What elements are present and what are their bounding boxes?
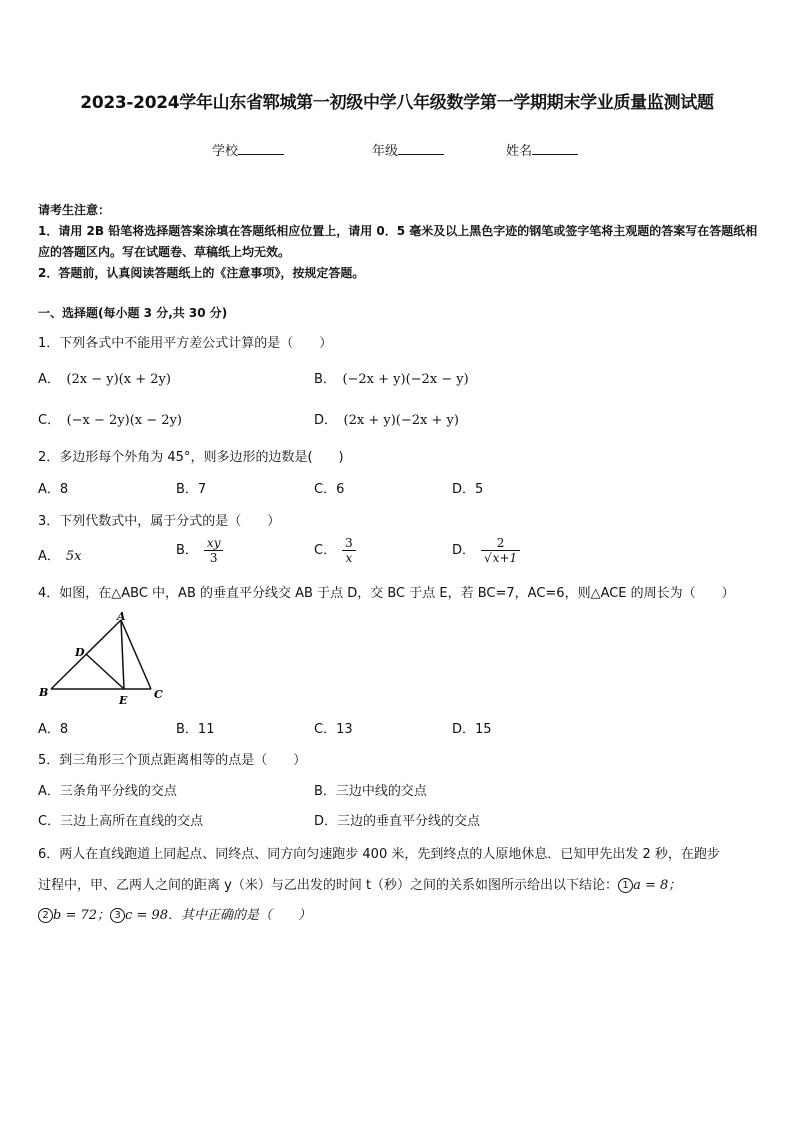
question-6-line-2: 过程中，甲、乙两人之间的距离 y（米）与乙出发的时间 t（秒）之间的关系如图所示给出以下结论： 1 a = 8； xyxy=(38,878,682,893)
circled-number-icon: 2 xyxy=(38,908,53,923)
q2-option-a[interactable]: A．8 xyxy=(38,482,69,497)
name-blank[interactable] xyxy=(532,142,578,155)
question-6-line-3: 2 b = 72； 3 c = 98．其中正确的是（ ） xyxy=(38,904,311,923)
grade-blank[interactable] xyxy=(398,142,444,155)
q5-option-d[interactable]: D．三边的垂直平分线的交点 xyxy=(314,814,481,829)
q3-option-d[interactable]: D． $\frac{2}{√x+1}$ xyxy=(452,536,520,565)
q3-option-c[interactable]: C． $\frac{3}{x}$ xyxy=(314,536,356,565)
point-e-label: E xyxy=(119,694,128,707)
question-5-stem: 5．到三角形三个顶点距离相等的点是（ ） xyxy=(38,753,307,768)
q5-option-c[interactable]: C．三边上高所在直线的交点 xyxy=(38,814,204,829)
fraction: $\frac{2}{√x+1}$ xyxy=(481,536,520,565)
q4-option-b[interactable]: B．11 xyxy=(176,722,215,737)
q3-option-b[interactable]: B． $\frac{xy}{3}$ xyxy=(176,536,223,565)
q4-option-c[interactable]: C．13 xyxy=(314,722,353,737)
vertex-a-label: A xyxy=(117,610,126,623)
fraction: $\frac{3}{x}$ xyxy=(342,536,356,565)
notice-item-2: 2．答题前，认真阅读答题纸上的《注意事项》，按规定答题。 xyxy=(38,266,365,280)
school-blank[interactable] xyxy=(238,142,284,155)
grade-field[interactable]: 年级 xyxy=(372,140,444,159)
q1-option-c[interactable]: C． (−x − 2y)(x − 2y) xyxy=(38,413,182,428)
notice-block xyxy=(38,200,758,284)
q1-option-a[interactable]: A． (2x − y)(x + 2y) xyxy=(38,372,171,387)
q1-option-b[interactable]: B． (−2x + y)(−2x − y) xyxy=(314,372,469,387)
q4-option-a[interactable]: A．8 xyxy=(38,722,69,737)
fraction: $\frac{xy}{3}$ xyxy=(204,536,224,565)
notice-heading: 请考生注意： xyxy=(38,203,111,217)
question-2-stem: 2．多边形每个外角为 45°，则多边形的边数是( ) xyxy=(38,450,344,465)
q1-option-d[interactable]: D． (2x + y)(−2x + y) xyxy=(314,413,459,428)
question-6-line-1: 6．两人在直线跑道上同起点、同终点、同方向匀速跑步 400 米，先到终点的人原地休息．已知甲先出发 2 秒，在跑步 xyxy=(38,847,720,862)
circled-number-icon: 3 xyxy=(110,908,125,923)
section-heading: 一、选择题(每小题 3 分,共 30 分) xyxy=(38,306,228,320)
vertex-b-label: B xyxy=(39,686,49,699)
question-1-stem: 1．下列各式中不能用平方差公式计算的是（ ） xyxy=(38,336,333,351)
question-3-stem: 3．下列代数式中，属于分式的是（ ） xyxy=(38,514,281,529)
school-field[interactable]: 学校 xyxy=(212,140,284,159)
q3-option-a[interactable]: A． 5x xyxy=(38,549,82,564)
q2-option-b[interactable]: B．7 xyxy=(176,482,207,497)
q2-option-d[interactable]: D．5 xyxy=(452,482,484,497)
question-4-stem: 4．如图，在△ABC 中，AB 的垂直平分线交 AB 于点 D，交 BC 于点 E，若 BC=7，AC=6，则△ACE 的周长为（ ） xyxy=(38,586,735,601)
triangle-figure xyxy=(36,610,176,710)
page-title: 2023-2024学年山东省郓城第一初级中学八年级数学第一学期期末学业质量监测试题 xyxy=(80,93,714,113)
q5-option-b[interactable]: B．三边中线的交点 xyxy=(314,784,427,799)
q2-option-c[interactable]: C．6 xyxy=(314,482,345,497)
q5-option-a[interactable]: A．三条角平分线的交点 xyxy=(38,784,177,799)
q4-option-d[interactable]: D．15 xyxy=(452,722,492,737)
point-d-label: D xyxy=(75,646,85,659)
vertex-c-label: C xyxy=(154,688,163,701)
sqrt-icon: √ xyxy=(484,551,492,565)
name-field[interactable]: 姓名 xyxy=(506,140,578,159)
circled-number-icon: 1 xyxy=(618,878,633,893)
notice-item-1: 1．请用 2B 铅笔将选择题答案涂填在答题纸相应位置上，请用 0．5 毫米及以上黑色字迹的钢笔或签字笔将主观题的答案写在答题纸相应的答题区内。写在试题卷、草稿纸上均无效。 xyxy=(38,224,758,259)
